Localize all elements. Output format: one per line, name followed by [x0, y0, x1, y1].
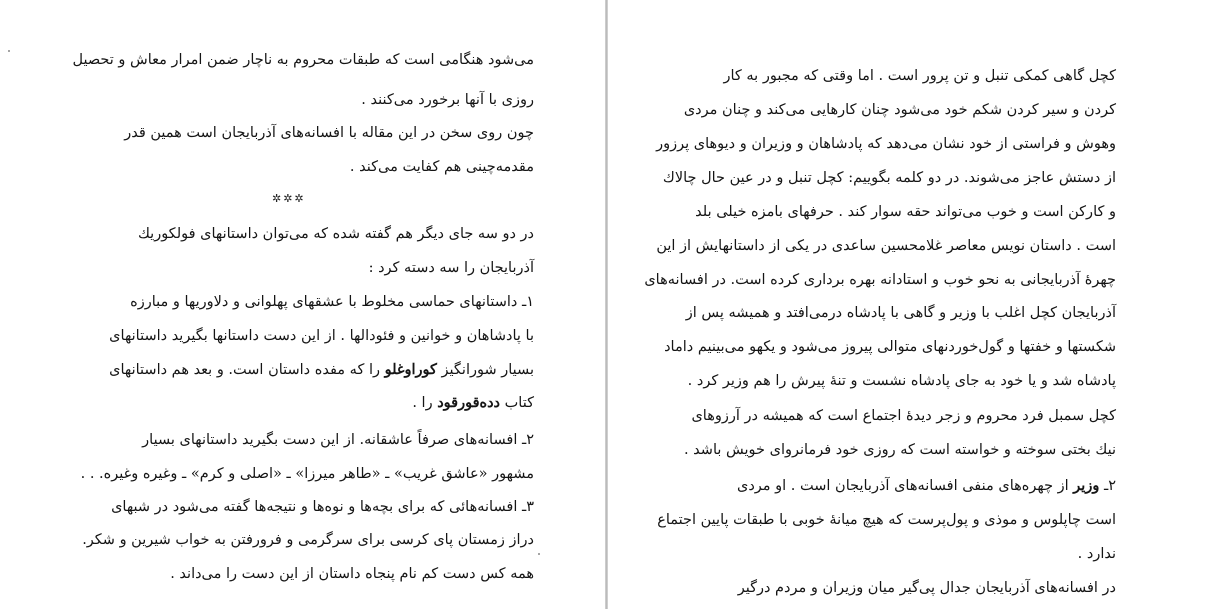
text-line: ۳ـ افسانه‌هائی که برای بچه‌ها و نوه‌ها و نتیجه‌ها گفته می‌شود در شبهای	[111, 499, 534, 515]
text-line: است . داستان نویس معاصر غلامحسین ساعدی در یکی از داستانهایش از این	[656, 238, 1116, 254]
text-line: کردن و سیر کردن شکم خود می‌شود چنان کارهایی می‌کند و چنان مردی	[683, 102, 1116, 118]
text-line: کچل سمبل فرد محروم و زجر دیدهٔ اجتماع است که همیشه در آرزوهای	[691, 408, 1116, 424]
text-line: شکستها و خفتها و گول‌خوردنهای متوالی پیروز می‌شود و یکهو می‌بینیم داماد	[664, 339, 1116, 355]
bold-title-koroghlu: کوراوغلو	[384, 361, 437, 378]
text-line: ندارد .	[1077, 546, 1116, 562]
text-line: ۱ـ داستانهای حماسی مخلوط با عشقهای پهلوانی و دلاوریها و مبارزه	[130, 294, 534, 310]
bold-term-vazir: وزیر	[1073, 477, 1100, 494]
right-page	[608, 0, 1206, 609]
scan-speck	[8, 50, 10, 52]
text-fragment: کتاب	[504, 395, 534, 411]
text-line: می‌شود هنگامی است که طبقات محروم به ناچار ضمن امرار معاش و تحصیل	[72, 52, 534, 68]
text-line-with-bold-title	[412, 393, 534, 415]
text-line-with-bold-term	[737, 476, 1116, 498]
text-fragment: بسیار شورانگیز	[441, 362, 534, 378]
text-line: با پادشاهان و خوانین و فئودالها . از این دست داستانها بگیرید داستانهای	[109, 328, 534, 344]
text-line: از دستش عاجز می‌شوند. در دو کلمه بگوییم: کچل تنبل و در عین حال چالاك	[662, 170, 1116, 186]
text-line: روزی با آنها برخورد می‌کنند .	[361, 92, 534, 108]
text-line: همه کس دست کم نام پنجاه داستان از این دست را می‌داند .	[170, 566, 534, 582]
section-divider-stars: ✲✲✲	[272, 192, 306, 205]
text-line: چهرهٔ آذربایجانی به نحو خوب و استادانه بهره برداری کرده است. در افسانه‌های	[644, 272, 1116, 288]
scan-speck	[538, 553, 540, 555]
text-line: و کارکن است و خوب می‌تواند حقه سوار کند . حرفهای بامزه خیلی بلد	[695, 204, 1116, 220]
text-line: در افسانه‌های آذربایجان جدال پی‌گیر میان وزیران و مردم درگیر	[737, 580, 1116, 596]
text-line: مشهور «عاشق غریب» ـ «طاهر میرزا» ـ «اصلی و کرم» ـ وغیره وغیره. . .	[80, 466, 534, 482]
text-line-with-bold-title	[109, 360, 534, 382]
text-fragment: را .	[412, 395, 433, 411]
text-line: آذربایجان را سه دسته کرد :	[368, 260, 534, 276]
text-line: پادشاه شد و یا خود به جای پادشاه نشست و تنهٔ پیرش را هم وزیر کرد .	[687, 373, 1116, 389]
text-line: مقدمه‌چینی هم کفایت می‌کند .	[349, 159, 534, 175]
bold-title-dede-qorqud: دده‌قورقود	[437, 394, 501, 411]
text-line: نیك بختی سوخته و خواسته است که روزی خود فرمانروای خویش باشد .	[683, 442, 1116, 458]
text-fragment: را که مفده داستان است. و بعد هم داستانهای	[109, 362, 380, 378]
text-fragment: از چهره‌های منفی افسانه‌های آذربایجان است . او مردی	[736, 478, 1069, 494]
text-line: ۲ـ افسانه‌های صرفاً عاشقانه. از این دست بگیرید داستانهای بسیار	[142, 432, 534, 448]
text-fragment: ۲ـ	[1103, 478, 1116, 494]
text-line: دراز زمستان پای کرسی برای سرگرمی و فرورفتن به خواب شیرین و شکر.	[82, 532, 534, 548]
text-line: کچل گاهی کمکی تنبل و تن پرور است . اما وقتی که مجبور به کار	[723, 68, 1116, 84]
text-line: چون روی سخن در این مقاله با افسانه‌های آذربایجان است همین قدر	[124, 125, 534, 141]
text-line: است چاپلوس و موذی و پول‌پرست که هیچ میانهٔ خوبی با طبقات پایین اجتماع	[657, 512, 1116, 528]
text-line: وهوش و فراستی از خود نشان می‌دهد که پادشاهان و وزیران و دیوهای پرزور	[656, 136, 1116, 152]
text-line: آذربایجان کچل اغلب با وزیر و گاهی با پادشاه درمی‌افتد و همیشه پس از	[685, 305, 1116, 321]
text-line: در دو سه جای دیگر هم گفته شده که می‌توان داستانهای فولکوریك	[137, 226, 534, 242]
